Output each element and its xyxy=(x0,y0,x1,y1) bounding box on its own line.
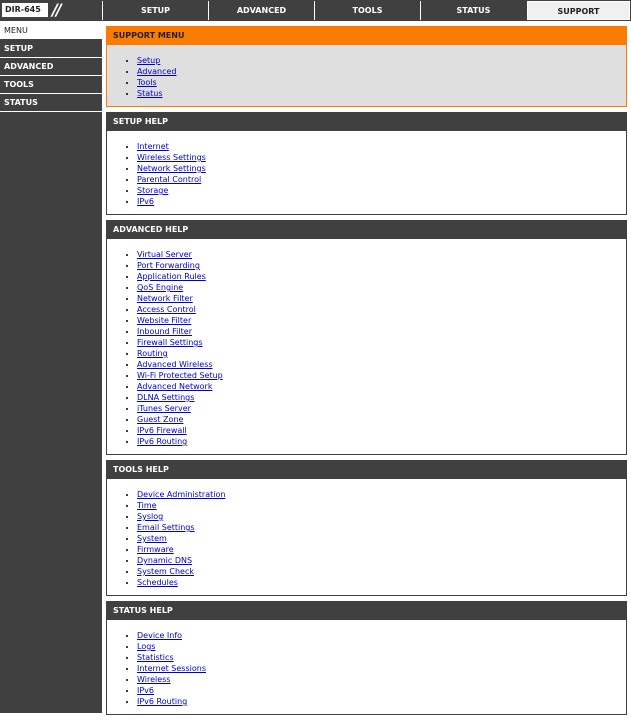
model-logo: DIR-645 xyxy=(2,3,48,17)
list-item xyxy=(137,370,626,381)
list-item xyxy=(137,381,626,392)
sidebar-item-menu[interactable]: MENU xyxy=(0,22,102,40)
tab-setup[interactable]: SETUP xyxy=(102,1,208,20)
list-item xyxy=(137,566,626,577)
main-content xyxy=(106,26,627,720)
list-item xyxy=(137,88,626,99)
list-item xyxy=(137,196,626,207)
list-item xyxy=(137,533,626,544)
help-link[interactable]: Website Filter xyxy=(137,316,192,325)
help-link[interactable]: Statistics xyxy=(137,653,174,662)
help-link[interactable]: Logs xyxy=(137,642,156,651)
list-item xyxy=(137,55,626,66)
list-item xyxy=(137,489,626,500)
help-link[interactable]: System Check xyxy=(137,567,194,576)
help-link[interactable]: Device Administration xyxy=(137,490,226,499)
help-link[interactable]: Wi-Fi Protected Setup xyxy=(137,371,223,380)
help-link[interactable]: QoS Engine xyxy=(137,283,184,292)
list-item xyxy=(137,185,626,196)
list-item xyxy=(137,271,626,282)
help-link[interactable]: Status xyxy=(137,89,163,98)
status-help-list xyxy=(107,620,626,714)
help-link[interactable]: IPv6 Firewall xyxy=(137,426,187,435)
list-item xyxy=(137,348,626,359)
help-link[interactable]: Tools xyxy=(137,78,157,87)
help-link[interactable]: Virtual Server xyxy=(137,250,192,259)
help-link[interactable]: Access Control xyxy=(137,305,196,314)
help-link[interactable]: IPv6 Routing xyxy=(137,437,188,446)
help-link[interactable]: Advanced Wireless xyxy=(137,360,213,369)
help-link[interactable]: Network Settings xyxy=(137,164,206,173)
help-link[interactable]: Firewall Settings xyxy=(137,338,203,347)
list-item xyxy=(137,152,626,163)
list-item xyxy=(137,511,626,522)
list-item xyxy=(137,436,626,447)
help-link[interactable]: Setup xyxy=(137,56,161,65)
help-link[interactable]: Internet Sessions xyxy=(137,664,206,673)
list-item xyxy=(137,141,626,152)
tab-advanced[interactable]: ADVANCED xyxy=(208,1,314,20)
advanced-help-panel xyxy=(106,220,627,455)
sidebar-item-status[interactable]: STATUS xyxy=(0,94,102,112)
help-link[interactable]: Advanced Network xyxy=(137,382,213,391)
list-item xyxy=(137,674,626,685)
list-item xyxy=(137,577,626,588)
help-link[interactable]: Port Forwarding xyxy=(137,261,200,270)
help-link[interactable]: DLNA Settings xyxy=(137,393,195,402)
help-link[interactable]: Application Rules xyxy=(137,272,206,281)
help-link[interactable]: Wireless xyxy=(137,675,171,684)
help-link[interactable]: IPv6 xyxy=(137,686,155,695)
list-item xyxy=(137,641,626,652)
help-link[interactable]: iTunes Server xyxy=(137,404,191,413)
help-link[interactable]: Routing xyxy=(137,349,168,358)
list-item xyxy=(137,293,626,304)
help-link[interactable]: Schedules xyxy=(137,578,178,587)
setup-help-list xyxy=(107,131,626,214)
list-item xyxy=(137,663,626,674)
tools-help-panel xyxy=(106,460,627,596)
list-item xyxy=(137,260,626,271)
sidebar-item-setup[interactable]: SETUP xyxy=(0,40,102,58)
tools-help-list xyxy=(107,479,626,595)
help-link[interactable]: Inbound Filter xyxy=(137,327,192,336)
tab-tools[interactable]: TOOLS xyxy=(314,1,420,20)
help-link[interactable]: Time xyxy=(137,501,157,510)
help-link[interactable]: System xyxy=(137,534,167,543)
list-item xyxy=(137,66,626,77)
help-link[interactable]: Wireless Settings xyxy=(137,153,206,162)
list-item xyxy=(137,326,626,337)
help-link[interactable]: Advanced xyxy=(137,67,177,76)
logo-slash-icon: // xyxy=(52,0,60,19)
list-item xyxy=(137,414,626,425)
list-item xyxy=(137,630,626,641)
sidebar-item-tools[interactable]: TOOLS xyxy=(0,76,102,94)
help-link[interactable]: Network Filter xyxy=(137,294,193,303)
list-item xyxy=(137,359,626,370)
help-link[interactable]: IPv6 xyxy=(137,197,155,206)
list-item xyxy=(137,249,626,260)
top-nav-bar xyxy=(0,0,631,21)
list-item xyxy=(137,652,626,663)
list-item xyxy=(137,304,626,315)
help-link[interactable]: Guest Zone xyxy=(137,415,184,424)
list-item xyxy=(137,337,626,348)
help-link[interactable]: Device Info xyxy=(137,631,183,640)
status-help-title: STATUS HELP xyxy=(107,602,626,620)
support-menu-title: SUPPORT MENU xyxy=(107,27,626,45)
list-item xyxy=(137,696,626,707)
advanced-help-title: ADVANCED HELP xyxy=(107,221,626,239)
support-menu-list xyxy=(107,45,626,106)
tools-help-title: TOOLS HELP xyxy=(107,461,626,479)
list-item xyxy=(137,392,626,403)
status-help-panel xyxy=(106,601,627,715)
setup-help-panel xyxy=(106,112,627,215)
list-item xyxy=(137,544,626,555)
help-link[interactable]: Parental Control xyxy=(137,175,202,184)
help-link[interactable]: Internet xyxy=(137,142,169,151)
list-item xyxy=(137,425,626,436)
help-link[interactable]: Firmware xyxy=(137,545,174,554)
tab-support[interactable]: SUPPORT xyxy=(527,1,630,20)
list-item xyxy=(137,315,626,326)
sidebar-item-advanced[interactable]: ADVANCED xyxy=(0,58,102,76)
tab-status[interactable]: STATUS xyxy=(420,1,526,20)
list-item xyxy=(137,403,626,414)
help-link[interactable]: Dynamic DNS xyxy=(137,556,193,565)
list-item xyxy=(137,555,626,566)
list-item xyxy=(137,282,626,293)
list-item xyxy=(137,163,626,174)
list-item xyxy=(137,522,626,533)
setup-help-title: SETUP HELP xyxy=(107,113,626,131)
help-link[interactable]: IPv6 Routing xyxy=(137,697,188,706)
list-item xyxy=(137,500,626,511)
sidebar xyxy=(0,22,102,713)
help-link[interactable]: Email Settings xyxy=(137,523,195,532)
list-item xyxy=(137,77,626,88)
list-item xyxy=(137,685,626,696)
advanced-help-list xyxy=(107,239,626,454)
list-item xyxy=(137,174,626,185)
support-menu-panel xyxy=(106,26,627,107)
help-link[interactable]: Storage xyxy=(137,186,169,195)
help-link[interactable]: Syslog xyxy=(137,512,164,521)
